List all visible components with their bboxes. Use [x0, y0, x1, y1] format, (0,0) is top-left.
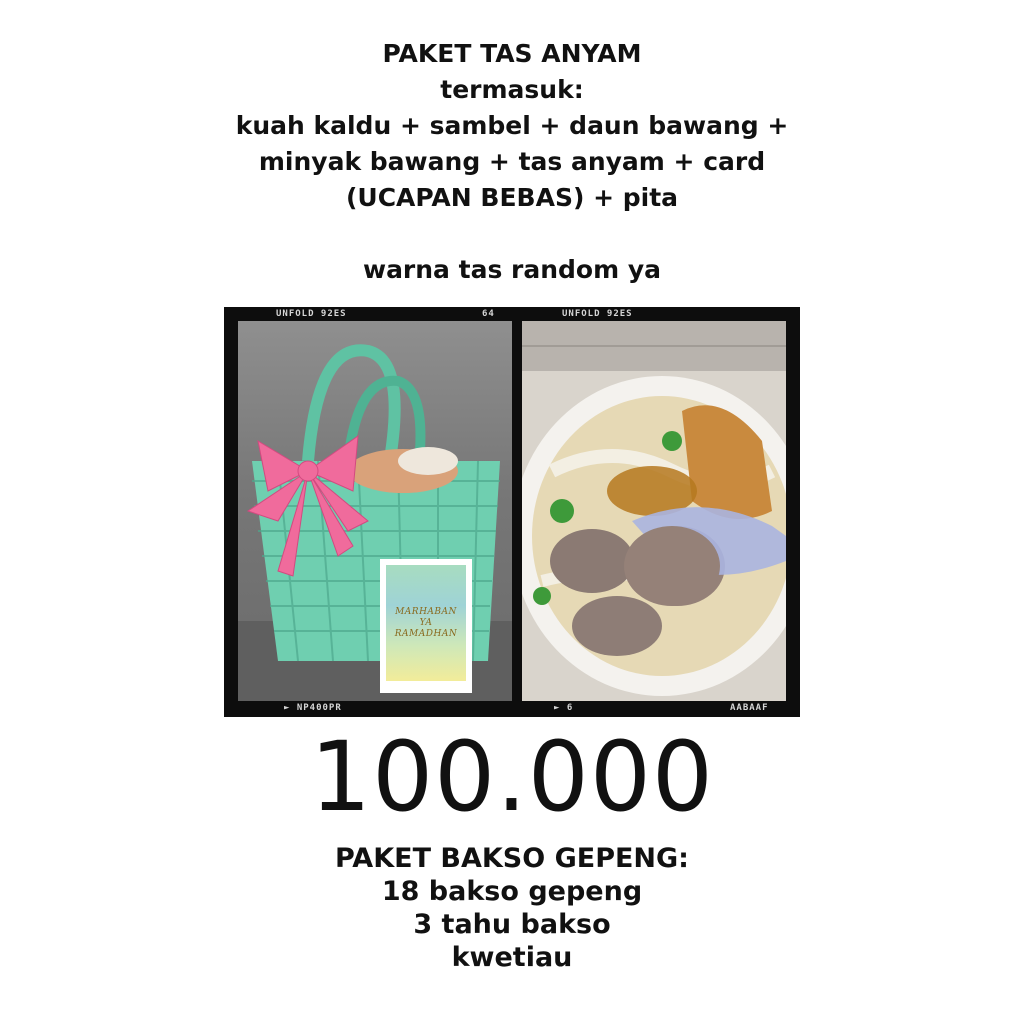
film-strip-collage	[224, 307, 800, 717]
bakso-package-description	[0, 842, 1024, 974]
bakso-item-2: 3 tahu bakso	[413, 909, 611, 940]
left-bottom-label: ► NP400PR	[284, 703, 342, 713]
bakso-item-1: 18 bakso gepeng	[381, 876, 643, 907]
left-frame-number: 64	[482, 309, 495, 319]
card-text-line-2: YA	[419, 617, 433, 628]
bakso-package-title: PAKET BAKSO GEPENG:	[335, 843, 689, 874]
left-top-label: UNFOLD 92ES	[276, 309, 347, 319]
greeting-card	[380, 559, 472, 693]
woven-bag-photo	[238, 321, 512, 701]
color-note: warna tas random ya	[362, 255, 662, 284]
card-text-line-3: RAMADHAN	[394, 628, 458, 639]
card-text-line-1: MARHABAN	[395, 606, 457, 617]
includes-line-3: (UCAPAN BEBAS) + pita	[345, 183, 679, 212]
card-face	[386, 565, 466, 681]
package-title: PAKET TAS ANYAM	[382, 39, 642, 68]
right-bottom-arrow: ► 6	[554, 703, 574, 713]
package-description	[0, 36, 1024, 288]
right-top-label: UNFOLD 92ES	[562, 309, 633, 319]
right-bottom-code: AABAAF	[730, 703, 769, 713]
meatball-soup-illustration	[522, 321, 786, 701]
price: 100.000	[310, 721, 714, 833]
includes-line-2: minyak bawang + tas anyam + card	[258, 147, 766, 176]
bakso-item-3: kwetiau	[451, 942, 573, 973]
meatball-soup-photo	[522, 321, 786, 701]
includes-line-1: kuah kaldu + sambel + daun bawang +	[235, 111, 789, 140]
spacer	[0, 216, 1024, 252]
includes-label: termasuk:	[440, 75, 584, 104]
